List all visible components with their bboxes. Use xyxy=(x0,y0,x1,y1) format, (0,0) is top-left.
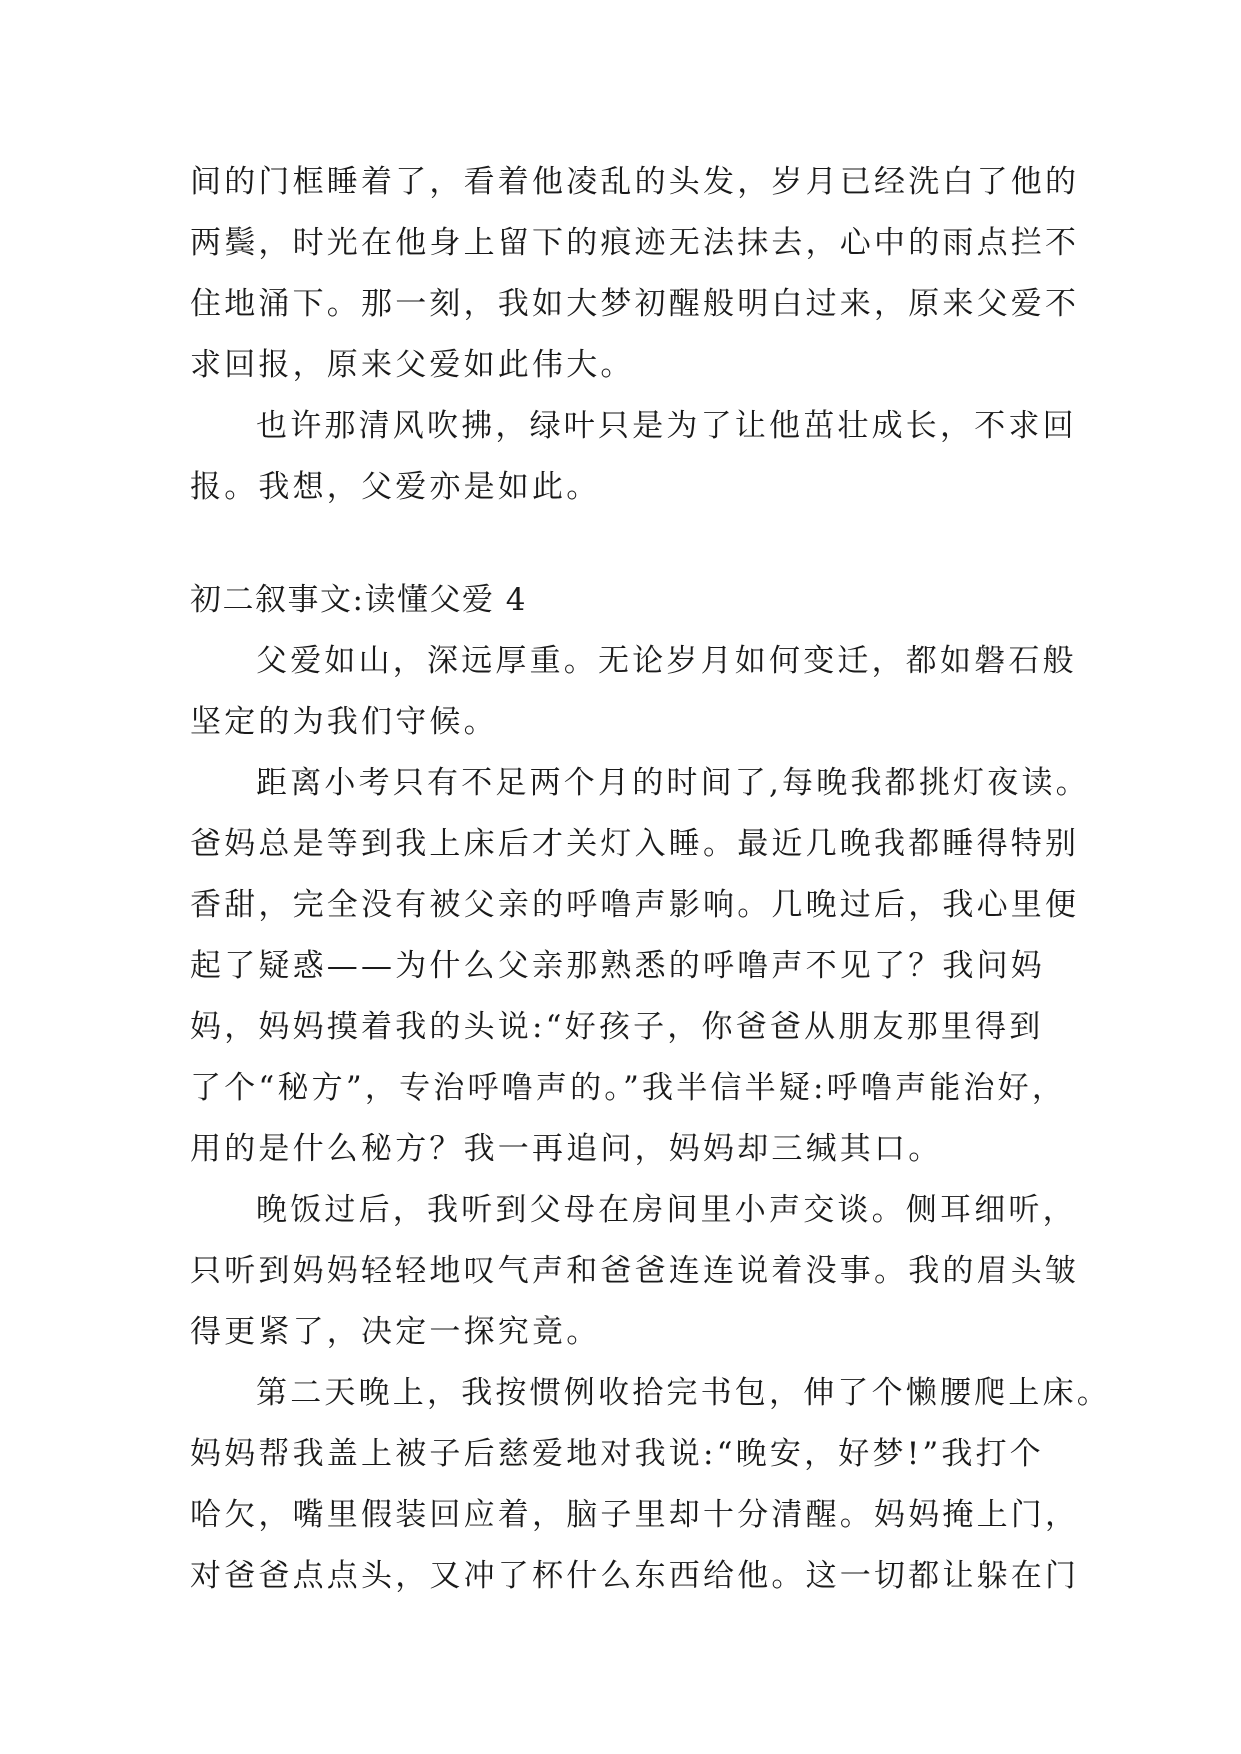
text-line: 只听到妈妈轻轻地叹气声和爸爸连连说着没事。我的眉头皱 xyxy=(190,1253,1080,1289)
text-line: 对爸爸点点头，又冲了杯什么东西给他。这一切都让躲在门 xyxy=(190,1558,1080,1594)
text-line: 妈妈帮我盖上被子后慈爱地对我说:“晚安，好梦!”我打个 xyxy=(190,1436,1044,1472)
text-line: 间的门框睡着了，看着他凌乱的头发，岁月已经洗白了他的 xyxy=(190,164,1080,200)
text-line: 起了疑惑——为什么父亲那熟悉的呼噜声不见了？我问妈 xyxy=(190,948,1045,984)
text-line: 两鬓，时光在他身上留下的痕迹无法抹去，心中的雨点拦不 xyxy=(190,225,1080,261)
section-spacer xyxy=(190,518,1060,570)
text-line: 晚饭过后，我听到父母在房间里小声交谈。侧耳细听， xyxy=(256,1192,1077,1228)
text-line: 坚定的为我们守候。 xyxy=(190,704,498,740)
text-line: 住地涌下。那一刻，我如大梦初醒般明白过来，原来父爱不 xyxy=(190,286,1080,322)
text-line: 报。我想，父爱亦是如此。 xyxy=(190,469,601,505)
text-line: 父爱如山，深远厚重。无论岁月如何变迁，都如磐石般 xyxy=(256,643,1077,679)
text-line: 第二天晚上，我按惯例收拾完书包，伸了个懒腰爬上床。 xyxy=(256,1375,1111,1411)
paragraph xyxy=(190,1363,1111,1607)
paragraph xyxy=(190,1180,1080,1363)
document-body xyxy=(190,152,1111,1607)
text-line: 得更紧了，决定一探究竟。 xyxy=(190,1314,601,1350)
text-line: 哈欠，嘴里假装回应着，脑子里却十分清醒。妈妈掩上门， xyxy=(190,1497,1080,1533)
text-line: 也许那清风吹拂，绿叶只是为了让他茁壮成长，不求回 xyxy=(256,408,1077,444)
paragraph xyxy=(190,152,1080,396)
section-title: 初二叙事文:读懂父爱 4 xyxy=(190,582,528,618)
text-line: 了个“秘方”，专治呼噜声的。”我半信半疑:呼噜声能治好， xyxy=(190,1070,1067,1106)
text-line: 距离小考只有不足两个月的时间了,每晚我都挑灯夜读。 xyxy=(256,765,1090,801)
text-line: 妈，妈妈摸着我的头说:“好孩子，你爸爸从朋友那里得到 xyxy=(190,1009,1044,1045)
paragraph xyxy=(190,753,1090,1180)
paragraph xyxy=(190,631,1077,753)
text-line: 香甜，完全没有被父亲的呼噜声影响。几晚过后，我心里便 xyxy=(190,887,1080,923)
text-line: 用的是什么秘方？我一再追问，妈妈却三缄其口。 xyxy=(190,1131,943,1167)
text-line: 求回报，原来父爱如此伟大。 xyxy=(190,347,635,383)
text-line: 爸妈总是等到我上床后才关灯入睡。最近几晚我都睡得特别 xyxy=(190,826,1080,862)
paragraph xyxy=(190,396,1077,518)
